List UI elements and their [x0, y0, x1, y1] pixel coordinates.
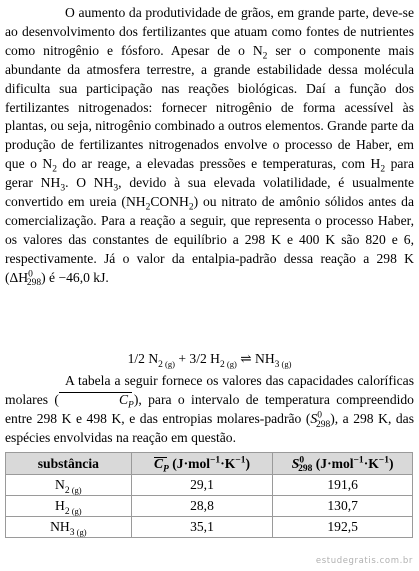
cell-cp: 28,8	[131, 496, 273, 517]
text-segment: ) ou nitrato de amônio sólidos antes da comercialização. Para a reação a seguir, que representa o processo Haber, os valores das constantes de equilíbrio a 298 K e 400 K são 820 e 6, respectivamente. Já o valor da entalpia-padrão dessa reação a 298 K (ΔH	[5, 194, 414, 285]
text-segment: ser o componente mais abundante da atmosfera terrestre, a grande estabilidade dessa molécula dificulta sua participação nas reações biológicas. Daí a função dos fertilizantes nitrogenados: fornecer nitrogênio de forma acessível às plantas, ou seja, nitrogênio combinado a outros elementos. Grande parte da produção de fertilizantes nitrogenados envolve o processo de Haber, em que o N	[5, 42, 414, 172]
paragraph-intro: O aumento da produtividade de grãos, em grande parte, deve-se ao desenvolvimento dos fertilizantes que atuam como fontes de nutrientes como nitrogênio e fósforo. Apesar de o $N_2$ ser o componente mais abundante da atmosfera terrestre, a grande estabilidade dessa molécula dificulta sua participação nas reações biológicas. Daí a função dos fertilizantes nitrogenados: fornecer nitrogênio de forma acessível às plantas, ou seja, nitrogênio combinado a outros elementos. Grande parte da produção de fertilizantes nitrogenados envolve o processo de Haber, em que o $N_2$ do ar reage, a elevadas pressões e temperaturas, com $H_2$ para gerar $NH_3$. O $NH_3$, devido à sua elevada volatilidade, é usualmente convertido em ureia $(NH_2CONH_2)$ ou nitrato de amônio sólidos antes da comercialização. Para a reação a seguir, que representa o processo Haber, os valores das constantes de equilíbrio a 298 K e 400 K são 820 e 6, respectivamente. Já o valor da entalpia-padrão dessa reação a 298 K $(\Delta H^0_{298})$ é −46,0 kJ.	[5, 5, 415, 289]
cell-cp: 35,1	[131, 517, 273, 538]
cell-substance: $NH_{3 (g)}$	[6, 517, 132, 538]
header-substance: substância	[6, 453, 132, 475]
thermo-data-table	[5, 452, 413, 538]
text-segment: , devido à sua elevada volatilidade, é usualmente convertido em ureia (NH	[5, 175, 415, 210]
text-segment: para gerar NH	[5, 156, 414, 191]
table-row	[6, 517, 413, 538]
cell-entropy: 130,7	[273, 496, 413, 517]
text-segment: do ar reage, a elevadas pressões e temperaturas, com H	[56, 156, 381, 172]
s-symbol: $S^0_{298}$	[310, 410, 331, 430]
cp-symbol: $C_P$	[59, 391, 134, 410]
watermark: estudegratis.com.br	[315, 556, 413, 566]
text-segment: CONH	[150, 194, 189, 210]
cell-substance: $N_{2 (g)}$	[6, 475, 132, 496]
text-segment: . O NH	[65, 175, 114, 191]
table-row	[6, 475, 413, 496]
text-segment: ), para o intervalo de temperatura compreendido entre 298 K e 498 K, e das entropias molares-padrão (	[5, 391, 414, 426]
header-cp: $C_P$ $(J\cdot mol^{-1}\cdot K^{-1})$	[131, 453, 273, 475]
text-segment: ) é −46,0 kJ.	[41, 269, 109, 285]
cell-entropy: 191,6	[273, 475, 413, 496]
cell-entropy: 192,5	[273, 517, 413, 538]
cell-cp: 29,1	[131, 475, 273, 496]
header-entropy: $S^0_{298}$ $(J\cdot mol^{-1}\cdot K^{-1})$	[273, 453, 413, 475]
table-row	[6, 496, 413, 517]
paragraph-table-intro	[5, 372, 414, 448]
reaction-equation: 1/2 $N_{2 (g)} + 3/2$ $H_{2 (g)}$ ⇌ $NH_{3 (g)}$	[127, 351, 292, 370]
text-segment: A tabela a seguir fornece os valores das capacidades caloríficas molares (	[5, 373, 414, 407]
text-segment: ), a 298 K, das espécies envolvidas na reação em questão.	[5, 410, 414, 445]
cell-substance: $H_{2 (g)}$	[6, 496, 132, 517]
table-header-row	[6, 453, 413, 475]
text-segment: O aumento da produtividade de grãos, em grande parte, deve-se ao desenvolvimento dos fertilizantes que atuam como fontes de nutrientes como nitrogênio e fósforo. Apesar de o N	[5, 5, 414, 58]
